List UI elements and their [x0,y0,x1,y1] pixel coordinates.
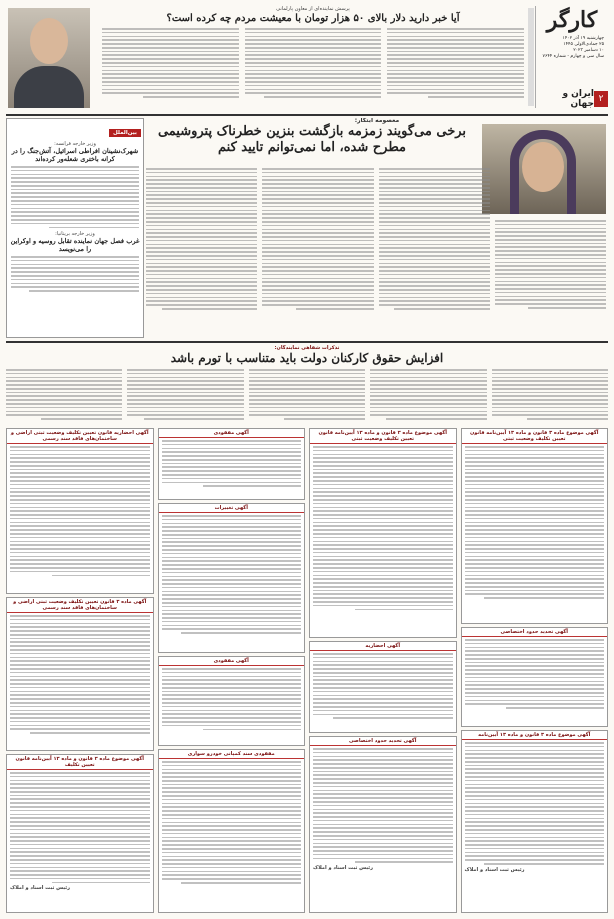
ad-body [7,770,153,885]
portrait-photo [8,8,90,108]
side-story2-body [7,253,143,295]
ads-column-4 [461,428,609,913]
ad-box [461,428,609,624]
masthead [535,6,608,108]
side-story1-headline: شهرک‌نشینان افراطی اسرائیل، آتش‌جنگ را در کرانه باختری شعله‌ور کرده‌اند [11,147,139,163]
side-story2-kicker: وزیر خارجه بریتانیا: [55,231,95,238]
edition-line: ۲۵ جمادی‌الاولی ۱۴۴۵ [563,42,604,47]
text-column [249,369,365,420]
ad-signoff: رئیس ثبت اسناد و املاک [313,865,373,872]
ad-box [158,656,306,746]
edition-line: سال سی و چهارم - شماره ۷۶۴۴ [542,54,604,59]
ad-box [6,754,154,913]
edition-line: چهارشنبه ۱۹ آذر ۱۴۰۲ [562,36,604,41]
top-story-kicker: پرسش نماینده‌ای از معاون پارلمانی [276,6,350,12]
main-story-body [146,168,606,336]
ad-body [462,444,608,601]
main-story-kicker: معصومه ابتکار: [354,118,400,124]
side-section-label: بین‌الملل [109,129,141,137]
ad-body [310,746,456,865]
ad-box [309,641,457,733]
ad-body [159,759,305,886]
text-column [245,28,382,98]
ad-title: مفقودی سند کمپانی خودرو سواری [159,750,305,759]
text-column [262,168,373,336]
page-section: ایران و جهان [562,89,594,108]
top-story [102,6,524,110]
ad-body [310,444,456,612]
ad-box [309,736,457,913]
ad-box [461,627,609,727]
ad-box [158,503,306,653]
ad-signoff: رئیس ثبت اسناد و املاک [10,885,70,892]
ad-body [462,637,608,711]
ad-title: آگهی احضاریه [310,642,456,651]
ad-body [159,513,305,636]
ads-section [6,428,608,913]
wide-story-kicker: تذکرات شفاهی نمایندگان: [274,345,340,351]
ad-title: آگهی تغییرات [159,504,305,513]
ad-title: آگهی مفقودی [159,657,305,666]
ad-signoff: رئیس ثبت اسناد و املاک [464,866,525,873]
side-story2-headline: غرب فصل جهان نماینده تقابل روسیه و اوکراین را می‌نویسد [10,237,140,254]
ad-box [6,597,154,751]
text-column [495,168,606,336]
ad-box [461,730,609,913]
ad-title: آگهی مفقودی [159,429,305,438]
main-headline-line2: مطرح شده، اما نمی‌توانم تایید کنم [218,140,406,155]
ad-body [159,666,305,732]
edition-info [536,34,608,62]
top-story-columns [102,28,524,98]
ad-title: آگهی موضوع ماده ۳ قانون و ماده ۱۳ آیین‌نامه [462,731,608,740]
portrait-body [14,66,84,108]
ad-title: آگهی تحدید حدود اختصاصی [310,737,456,746]
masthead-logo: کارگر [546,7,598,33]
divider [6,341,608,343]
portrait-head [30,18,68,64]
text-column [146,168,257,336]
ad-body [462,740,608,867]
text-column [6,369,122,420]
side-story1-body [7,163,143,231]
ad-box [158,428,306,500]
ad-box [6,428,154,594]
text-column [387,28,524,98]
text-column [492,369,608,420]
ads-column-1 [6,428,154,913]
page-number: ۲ [594,91,608,107]
ad-body [7,613,153,736]
main-headline-line1: برخی می‌گویند زمزمه بازگشت بنزین خطرناک پتروشیمی [157,124,467,139]
text-column [370,369,486,420]
ad-title: آگهی ماده ۳ قانون تعیین تکلیف وضعیت ثبتی اراضی و ساختمان‌های فاقد سند رسمی [7,598,153,613]
vertical-strip [528,8,534,106]
ads-column-3 [309,428,457,913]
ad-body [310,651,456,721]
ad-box [309,428,457,638]
wide-story [6,345,608,425]
wide-story-headline: افزایش حقوق کارکنان دولت باید متناسب با تورم باشد [170,351,444,365]
ad-title: آگهی موضوع ماده ۳ قانون و ماده ۱۳ آیین‌نامه قانون تعیین تکلیف وضعیت ثبتی [310,429,456,444]
ad-title: آگهی موضوع ماده ۳ قانون و ماده ۱۳ آیین‌نامه قانون تعیین تکلیف وضعیت ثبتی [462,429,608,444]
ad-title: آگهی تحدید حدود اختصاصی [462,628,608,637]
wide-story-body [6,369,608,420]
side-story1-kicker: وزیر خارجه فرانسه: [54,141,96,147]
ads-column-2 [158,428,306,913]
section-bar [536,90,608,108]
ad-body [159,438,305,489]
ad-title: آگهی موضوع ماده ۳ قانون و ماده ۱۳ آیین‌نامه قانون تعیین تکلیف [7,755,153,770]
side-column [6,118,144,338]
ad-box [158,749,306,913]
text-column [127,369,243,420]
ad-body [7,444,153,578]
text-column [102,28,239,98]
text-column [379,168,490,336]
ad-title: آگهی احضاریه قانون تعیین تکلیف وضعیت ثبتی اراضی و ساختمان‌های فاقد سند رسمی [7,429,153,444]
edition-line: ۱۰ دسامبر ۲۰۲۳ [573,48,604,53]
top-story-headline: آیا خبر دارید دلار بالای ۵۰ هزار تومان با معیشت مردم چه کرده است؟ [166,13,460,24]
divider [6,114,608,116]
